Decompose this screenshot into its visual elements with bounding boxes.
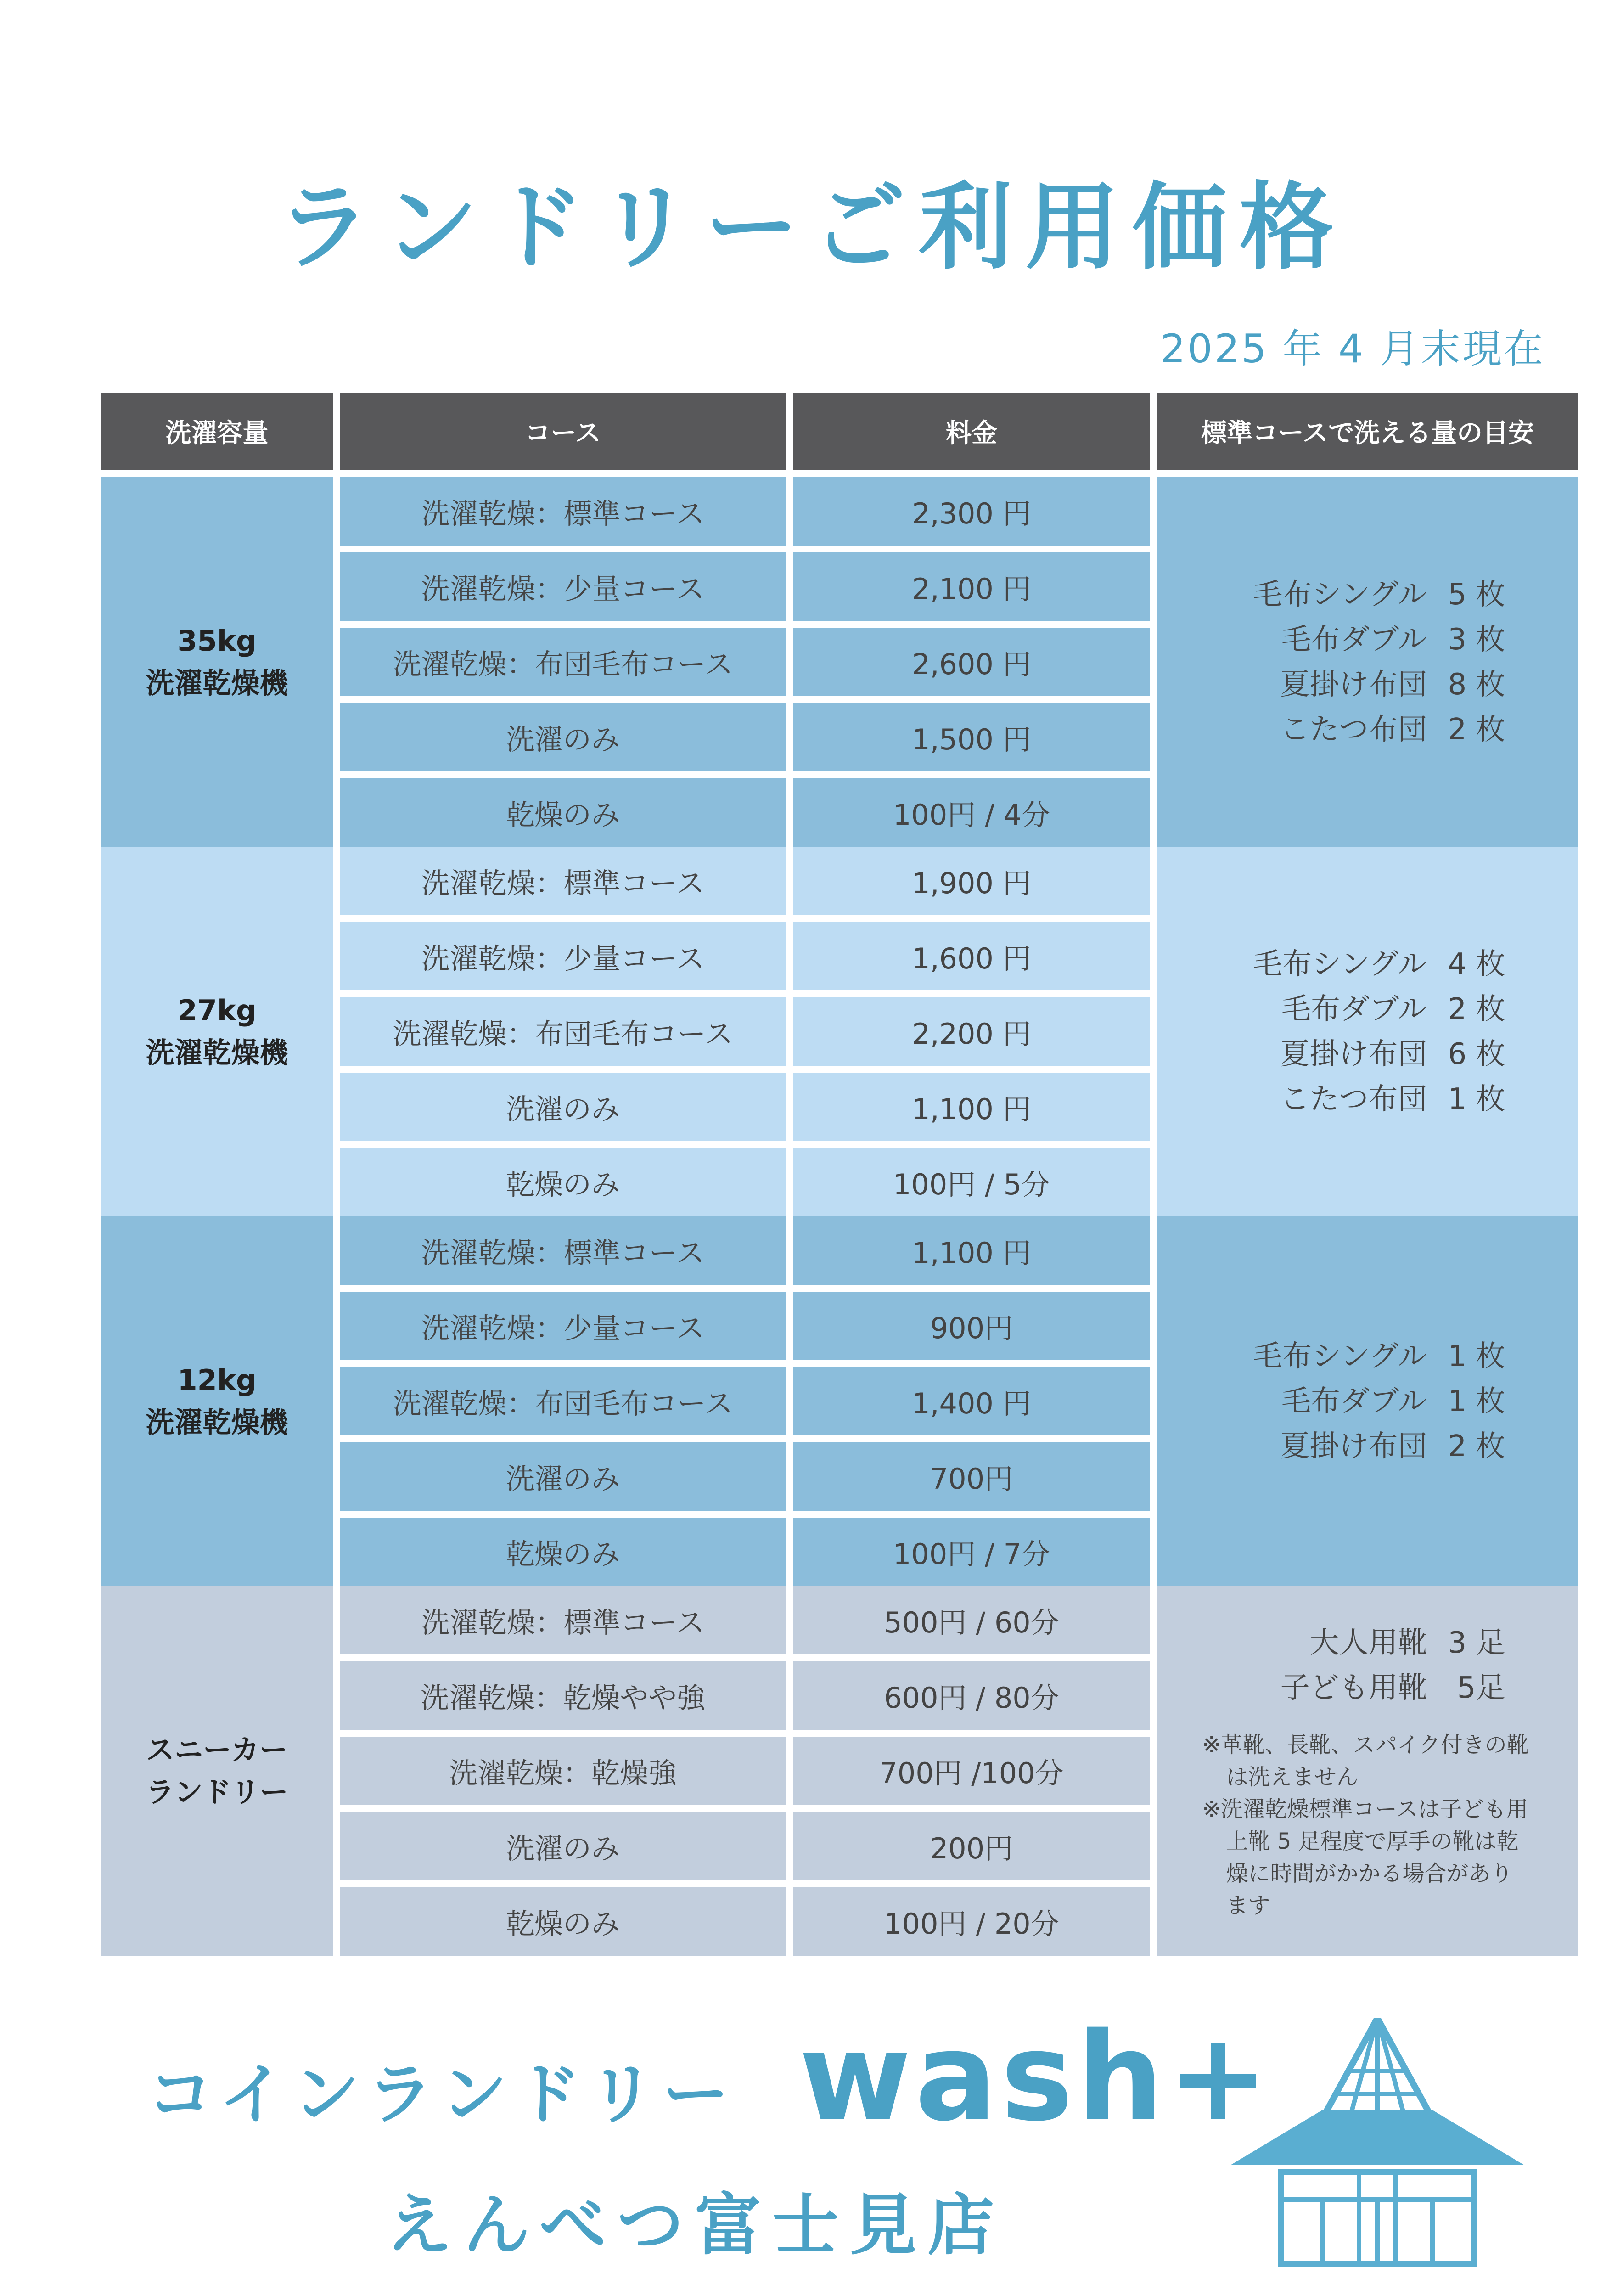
course-cell: 洗濯乾燥：布団毛布コース	[340, 1367, 786, 1435]
page-title: ランドリーご利用価格	[276, 173, 1347, 282]
table-row	[340, 1292, 1150, 1360]
course-cell: 洗濯乾燥：少量コース	[340, 1292, 786, 1360]
course-cell: 洗濯乾燥：布団毛布コース	[340, 997, 786, 1066]
guide-qty: 2 枚	[1448, 992, 1505, 1026]
course-cell: 洗濯乾燥：標準コース	[340, 1586, 786, 1654]
course-cell: 洗濯乾燥：標準コース	[340, 477, 786, 546]
guide-qty: 2 枚	[1448, 1429, 1505, 1463]
course-cell: 洗濯のみ	[340, 703, 786, 771]
guide-line	[1230, 1666, 1505, 1711]
price-cell: 100円 / 4分	[793, 778, 1150, 847]
guide-qty: 5 枚	[1448, 577, 1505, 612]
guide-qty: 1 枚	[1448, 1384, 1505, 1418]
table-row	[340, 1661, 1150, 1730]
guide-line	[1230, 1077, 1505, 1122]
capacity-label: ランドリー	[146, 1775, 288, 1809]
capacity-cell	[101, 847, 333, 1216]
course-cell: 洗濯乾燥：乾燥やや強	[340, 1661, 786, 1730]
guide-line	[1230, 1424, 1505, 1469]
as-of-date: 2025 年 4 月末現在	[1160, 326, 1545, 372]
price-cell: 700円 /100分	[793, 1737, 1150, 1805]
capacity-cell	[101, 477, 333, 847]
guide-cell	[1157, 1216, 1578, 1586]
price-cell: 2,200 円	[793, 997, 1150, 1066]
note-text: ※革靴、長靴、スパイク付きの靴は洗えません	[1202, 1732, 1529, 1790]
table-row	[340, 628, 1150, 696]
table-row	[340, 997, 1150, 1066]
guide-line	[1230, 1334, 1505, 1379]
course-cell: 乾燥のみ	[340, 1148, 786, 1216]
guide-item: 毛布ダブル	[1281, 1384, 1427, 1418]
table-row	[340, 1073, 1150, 1141]
guide-qty: 6 枚	[1448, 1037, 1505, 1071]
guide-line	[1230, 987, 1505, 1032]
price-cell: 2,300 円	[793, 477, 1150, 546]
price-cell: 600円 / 80分	[793, 1661, 1150, 1730]
guide-item: 毛布ダブル	[1281, 992, 1427, 1026]
price-cell: 500円 / 60分	[793, 1586, 1150, 1654]
guide-line	[1230, 617, 1505, 662]
table-row	[340, 1737, 1150, 1805]
guide-item: 夏掛け布団	[1280, 1037, 1427, 1071]
guide-item: 毛布シングル	[1253, 577, 1427, 612]
store-name: えんべつ富士見店	[386, 2187, 1005, 2264]
price-cell: 1,100 円	[793, 1216, 1150, 1285]
guide-cell	[1157, 847, 1578, 1216]
guide-item: 毛布シングル	[1253, 947, 1427, 981]
table-row	[340, 922, 1150, 990]
price-cell: 1,500 円	[793, 703, 1150, 771]
table-row	[340, 778, 1150, 847]
notes-block	[1202, 1729, 1533, 1922]
guide-item: 大人用靴	[1309, 1626, 1427, 1660]
table-row	[340, 1367, 1150, 1435]
guide-qty: 3 枚	[1448, 622, 1505, 657]
guide-qty: 2 枚	[1448, 712, 1505, 747]
capacity-cell	[101, 1216, 333, 1586]
table-row	[340, 1216, 1150, 1285]
guide-item: 夏掛け布団	[1280, 1429, 1427, 1463]
price-cell: 1,400 円	[793, 1367, 1150, 1435]
brand-wash-logo: wash+	[799, 2007, 1273, 2148]
building-logo-icon	[1230, 2018, 1524, 2271]
guide-cell	[1157, 1586, 1578, 1956]
table-row	[340, 1887, 1150, 1956]
guide-item: こたつ布団	[1280, 1082, 1427, 1116]
capacity-label: 洗濯乾燥機	[146, 1405, 288, 1439]
guide-line	[1230, 1379, 1505, 1424]
table-row	[340, 1586, 1150, 1654]
guide-line	[1230, 1032, 1505, 1077]
course-cell: 洗濯乾燥：布団毛布コース	[340, 628, 786, 696]
header-price: 料金	[793, 393, 1150, 470]
price-cell: 1,900 円	[793, 847, 1150, 915]
capacity-label: 洗濯乾燥機	[146, 1035, 288, 1069]
guide-item: 毛布ダブル	[1281, 622, 1427, 657]
course-cell: 乾燥のみ	[340, 1518, 786, 1586]
machine-group	[101, 477, 1578, 847]
table-row	[340, 1812, 1150, 1880]
guide-line	[1230, 707, 1505, 752]
guide-item: 子ども用靴	[1280, 1671, 1427, 1705]
capacity-label: 35kg	[177, 624, 257, 658]
capacity-label: 洗濯乾燥機	[146, 666, 288, 700]
guide-qty: 1 枚	[1448, 1339, 1505, 1373]
price-cell: 100円 / 20分	[793, 1887, 1150, 1956]
course-cell: 洗濯のみ	[340, 1812, 786, 1880]
course-cell: 洗濯乾燥：少量コース	[340, 552, 786, 621]
guide-item: 夏掛け布団	[1280, 667, 1427, 702]
capacity-label: 12kg	[177, 1363, 257, 1397]
table-row	[340, 1518, 1150, 1586]
guide-qty: 4 枚	[1448, 947, 1505, 981]
course-cell: 乾燥のみ	[340, 778, 786, 847]
course-cell: 洗濯乾燥：標準コース	[340, 847, 786, 915]
table-row	[340, 847, 1150, 915]
table-row	[340, 703, 1150, 771]
capacity-label: 27kg	[177, 993, 257, 1027]
guide-qty: 1 枚	[1448, 1082, 1505, 1116]
brand-name: コインランドリー	[147, 2056, 736, 2133]
guide-item: こたつ布団	[1280, 712, 1427, 747]
price-cell: 900円	[793, 1292, 1150, 1360]
price-cell: 100円 / 7分	[793, 1518, 1150, 1586]
course-cell: 洗濯乾燥：乾燥強	[340, 1737, 786, 1805]
note-text: ※洗濯乾燥標準コースは子ども用上靴 5 足程度で厚手の靴は乾燥に時間がかかる場合があります	[1202, 1796, 1528, 1919]
header-capacity: 洗濯容量	[101, 393, 333, 470]
guide-qty: 3 足	[1448, 1626, 1505, 1660]
course-cell: 洗濯乾燥：標準コース	[340, 1216, 786, 1285]
table-row	[340, 1442, 1150, 1511]
header-course: コース	[340, 393, 786, 470]
course-cell: 乾燥のみ	[340, 1887, 786, 1956]
price-cell: 100円 / 5分	[793, 1148, 1150, 1216]
guide-line	[1230, 942, 1505, 987]
course-cell: 洗濯のみ	[340, 1442, 786, 1511]
guide-line	[1230, 662, 1505, 707]
capacity-label: スニーカー	[146, 1733, 288, 1767]
guide-qty: 5足	[1457, 1671, 1505, 1705]
price-cell: 700円	[793, 1442, 1150, 1511]
table-row	[340, 477, 1150, 546]
capacity-cell	[101, 1586, 333, 1956]
machine-group	[101, 1586, 1578, 1956]
price-cell: 200円	[793, 1812, 1150, 1880]
guide-item: 毛布シングル	[1253, 1339, 1427, 1373]
price-cell: 2,100 円	[793, 552, 1150, 621]
header-guide: 標準コースで洗える量の目安	[1157, 393, 1578, 470]
price-cell: 1,100 円	[793, 1073, 1150, 1141]
table-row	[340, 552, 1150, 621]
course-cell: 洗濯のみ	[340, 1073, 786, 1141]
machine-group	[101, 847, 1578, 1216]
course-cell: 洗濯乾燥：少量コース	[340, 922, 786, 990]
price-cell: 2,600 円	[793, 628, 1150, 696]
guide-line	[1230, 1621, 1505, 1666]
table-row	[340, 1148, 1150, 1216]
guide-cell	[1157, 477, 1578, 847]
guide-qty: 8 枚	[1448, 667, 1505, 702]
price-cell: 1,600 円	[793, 922, 1150, 990]
guide-line	[1230, 572, 1505, 617]
machine-group	[101, 1216, 1578, 1586]
